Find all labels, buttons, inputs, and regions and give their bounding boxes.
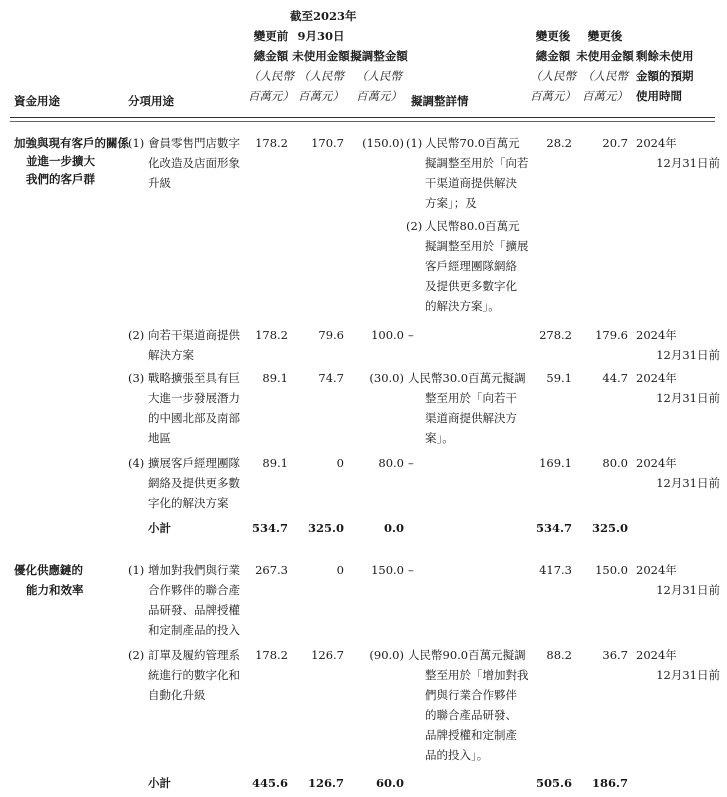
adjust-amount: 80.0: [378, 456, 404, 470]
unused-0930: 79.6: [318, 328, 344, 342]
unused-0930: 0: [336, 456, 344, 470]
item-number: (3): [128, 371, 145, 385]
unused-0930: 0: [336, 563, 344, 577]
item-description: 會員零售門店數字 化改造及店面形象 升級: [148, 136, 240, 190]
subtotal-label: 小計: [148, 776, 171, 790]
after-total: 169.1: [539, 456, 572, 470]
before-total: 89.1: [262, 456, 288, 470]
adjust-amount: 150.0: [371, 563, 404, 577]
before-total: 178.2: [255, 328, 288, 342]
item-number: (4): [128, 456, 145, 470]
after-unused: 36.7: [602, 648, 628, 662]
unused-0930: 74.7: [318, 371, 344, 385]
expected-time: 2024年 12月31日前: [636, 371, 720, 405]
expected-time: 2024年 12月31日前: [636, 648, 720, 682]
detail-number: (2): [406, 219, 423, 233]
detail-text: 人民幣30.0百萬元擬調 整至用於「向若干 渠道商提供解決方 案」。: [408, 371, 526, 445]
after-total: 28.2: [546, 136, 572, 150]
subtotal-after-total: 505.6: [535, 776, 572, 790]
header-adjust-amount: 擬調整金額 （人民幣 百萬元）: [350, 49, 408, 103]
after-unused: 179.6: [595, 328, 628, 342]
section-purpose: 優化供應鏈的 能力和效率: [14, 563, 84, 597]
item-description: 訂單及履約管理系 統進行的數字化和 自動化升級: [148, 648, 240, 702]
header-after-unused: 變更後 未使用金額 （人民幣 百萬元）: [576, 29, 634, 103]
adjust-amount: (30.0): [369, 371, 404, 385]
item-number: (2): [128, 328, 145, 342]
expected-time: 2024年 12月31日前: [636, 136, 720, 170]
header-divider: [10, 117, 715, 118]
subtotal-before-total: 534.7: [251, 521, 288, 535]
after-unused: 44.7: [602, 371, 628, 385]
detail-text: –: [408, 456, 414, 470]
header-divider-bottom: [10, 121, 715, 122]
unused-0930: 170.7: [311, 136, 344, 150]
subtotal-after-unused: 325.0: [591, 521, 628, 535]
before-total: 178.2: [255, 648, 288, 662]
after-unused: 150.0: [595, 563, 628, 577]
item-number: (1): [128, 136, 145, 150]
header-sub-purpose: 分項用途: [128, 94, 174, 108]
detail-text: –: [408, 563, 414, 577]
after-total: 417.3: [539, 563, 572, 577]
before-total: 267.3: [255, 563, 288, 577]
subtotal-adjust: 60.0: [375, 776, 404, 790]
item-description: 向若干渠道商提供 解決方案: [148, 328, 240, 362]
subtotal-unused-0930: 325.0: [307, 521, 344, 535]
item-description: 增加對我們與行業 合作夥伴的聯合產 品研發、品牌授權 和定制產品的投入: [148, 563, 240, 637]
item-number: (1): [128, 563, 145, 577]
subtotal-adjust: 0.0: [383, 521, 404, 535]
item-description: 擴展客戶經理團隊 網絡及提供更多數 字化的解決方案: [148, 456, 240, 510]
expected-time: 2024年 12月31日前: [636, 328, 720, 362]
after-total: 88.2: [546, 648, 572, 662]
before-total: 89.1: [262, 371, 288, 385]
adjust-amount: (150.0): [362, 136, 404, 150]
item-description: 戰略擴張至具有巨 大進一步發展潛力 的中國北部及南部 地區: [148, 371, 240, 445]
subtotal-after-unused: 186.7: [591, 776, 628, 790]
after-unused: 80.0: [602, 456, 628, 470]
header-expected-time: 剩餘未使用 金額的預期 使用時間: [636, 49, 694, 103]
after-total: 278.2: [539, 328, 572, 342]
expected-time: 2024年 12月31日前: [636, 563, 720, 597]
header-adjust-details: 擬調整詳情: [411, 94, 469, 108]
after-unused: 20.7: [602, 136, 628, 150]
header-unused-0930: 截至2023年 9月30日 未使用金額 （人民幣 百萬元）: [290, 9, 357, 103]
expected-time: 2024年 12月31日前: [636, 456, 720, 490]
before-total: 178.2: [255, 136, 288, 150]
detail-text: 人民幣70.0百萬元 擬調整至用於「向若 干渠道商提供解決 方案」；及: [425, 136, 529, 210]
header-fund-purpose: 資金用途: [14, 94, 60, 108]
detail-text: –: [408, 328, 414, 342]
after-total: 59.1: [546, 371, 572, 385]
detail-text: 人民幣90.0百萬元擬調 整至用於「增加對我 們與行業合作夥伴 的聯合產品研發、 品牌授權和定制產 品的投入」。: [408, 648, 529, 762]
unused-0930: 126.7: [311, 648, 344, 662]
item-number: (2): [128, 648, 145, 662]
adjust-amount: 100.0: [371, 328, 404, 342]
detail-text: 人民幣80.0百萬元 擬調整至用於「擴展 客戶經理團隊網絡 及提供更多數字化 的解決方案」。: [425, 219, 529, 313]
header-before-total: 變更前 總金額 （人民幣 百萬元）: [248, 29, 294, 103]
subtotal-before-total: 445.6: [251, 776, 288, 790]
header-after-total: 變更後 總金額 （人民幣 百萬元）: [530, 29, 576, 103]
subtotal-unused-0930: 126.7: [307, 776, 344, 790]
detail-number: (1): [406, 136, 423, 150]
subtotal-label: 小計: [148, 521, 171, 535]
subtotal-after-total: 534.7: [535, 521, 572, 535]
adjust-amount: (90.0): [369, 648, 404, 662]
section-purpose: 加強與現有客戶的關係 並進一步擴大 我們的客戶群: [14, 136, 129, 186]
